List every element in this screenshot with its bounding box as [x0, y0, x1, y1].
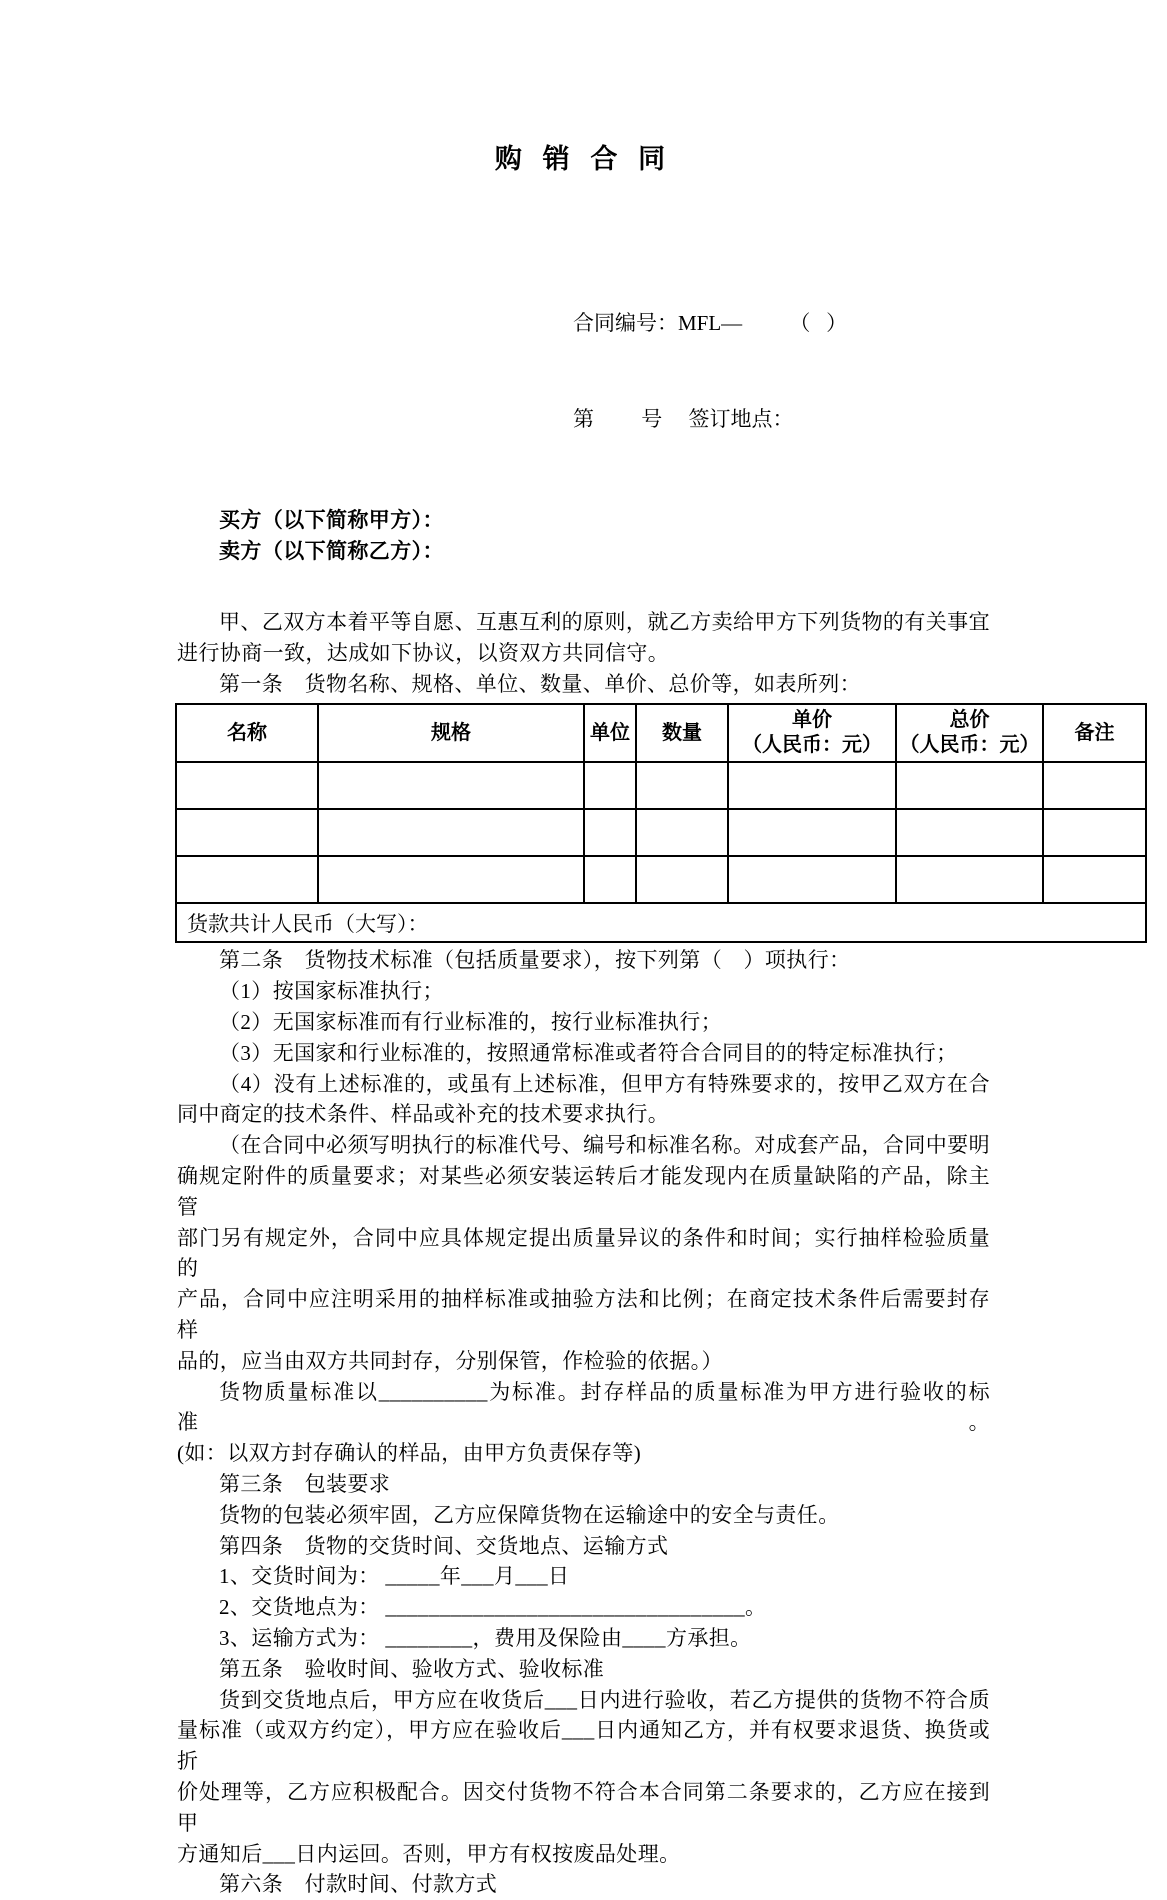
- empty-cell: [896, 856, 1043, 903]
- sign-place-line: 第 号 签订地点：: [573, 407, 794, 431]
- delivery-time-line: 1、交货时间为： _____年___月___日: [219, 1564, 570, 1589]
- clause3-heading: 第三条 包装要求: [219, 1471, 391, 1496]
- total-amount-label: 货款共计人民币（大写）：: [176, 903, 1146, 942]
- clause5-text-line-3: 价处理等，乙方应积极配合。因交付货物不符合本合同第二条要求的，乙方应在接到甲: [177, 1779, 990, 1835]
- goods-table-wrap: [175, 703, 1145, 943]
- empty-cell: [896, 809, 1043, 856]
- col-header-name: 名称: [176, 704, 318, 762]
- goods-table-header-row: [176, 704, 1146, 762]
- clause5-text-line-2: 量标准（或双方约定），甲方应在验收后___日内通知乙方，并有权要求退货、换货或折: [177, 1718, 990, 1774]
- col-header-unit-price: 单价 （人民币：元）: [728, 704, 896, 762]
- clause2-item-3: （3）无国家和行业标准的，按照通常标准或者符合合同目的的特定标准执行；: [219, 1040, 958, 1065]
- goods-table-empty-row: [176, 809, 1146, 856]
- clause2-note-line-3: 部门另有规定外，合同中应具体规定提出质量异议的条件和时间；实行抽样检验质量的: [177, 1225, 990, 1281]
- contract-title: 购 销 合 同: [494, 144, 673, 174]
- empty-cell: [318, 809, 584, 856]
- empty-cell: [728, 762, 896, 809]
- clause2-note-line-2: 确规定附件的质量要求；对某些必须安装运转后才能发现内在质量缺陷的产品，除主管: [177, 1163, 990, 1219]
- empty-cell: [636, 856, 728, 903]
- empty-cell: [636, 809, 728, 856]
- clause2-item-2: （2）无国家标准而有行业标准的，按行业标准执行；: [219, 1009, 723, 1034]
- empty-cell: [176, 762, 318, 809]
- col-header-remarks: 备注: [1043, 704, 1146, 762]
- clause5-heading: 第五条 验收时间、验收方式、验收标准: [219, 1656, 605, 1681]
- empty-cell: [584, 762, 636, 809]
- col-header-unit: 单位: [584, 704, 636, 762]
- empty-cell: [176, 809, 318, 856]
- clause5-text-line-1: 货到交货地点后，甲方应在收货后___日内进行验收，若乙方提供的货物不符合质: [219, 1687, 990, 1712]
- goods-table-total-row: [176, 903, 1146, 942]
- empty-cell: [176, 856, 318, 903]
- empty-cell: [728, 809, 896, 856]
- quality-standard-example-line: (如：以双方封存确认的样品，由甲方负责保存等): [177, 1441, 642, 1466]
- empty-cell: [636, 762, 728, 809]
- empty-cell: [1043, 762, 1146, 809]
- transport-mode-line: 3、运输方式为： ________，费用及保险由____方承担。: [219, 1625, 752, 1650]
- clause2-note-line-5: 品的，应当由双方共同封存，分别保管，作检验的依据。）: [177, 1348, 723, 1373]
- empty-cell: [318, 856, 584, 903]
- clause3-text: 货物的包装必须牢固，乙方应保障货物在运输途中的安全与责任。: [219, 1502, 840, 1527]
- empty-cell: [584, 809, 636, 856]
- intro-line-2: 进行协商一致，达成如下协议，以资双方共同信守。: [177, 640, 670, 665]
- clause5-text-line-4: 方通知后___日内运回。否则，甲方有权按废品处理。: [177, 1841, 681, 1866]
- empty-cell: [584, 856, 636, 903]
- empty-cell: [1043, 809, 1146, 856]
- clause1-heading: 第一条 货物名称、规格、单位、数量、单价、总价等，如表所列：: [219, 671, 861, 696]
- empty-cell: [318, 762, 584, 809]
- col-header-spec: 规格: [318, 704, 584, 762]
- intro-line-1: 甲、乙双方本着平等自愿、互惠互利的原则，就乙方卖给甲方下列货物的有关事宜: [219, 610, 990, 634]
- goods-table-empty-row: [176, 762, 1146, 809]
- empty-cell: [1043, 856, 1146, 903]
- clause4-heading: 第四条 货物的交货时间、交货地点、运输方式: [219, 1533, 669, 1558]
- contract-number-line: 合同编号：MFL— （ ）: [573, 311, 848, 335]
- col-header-quantity: 数量: [636, 704, 728, 762]
- buyer-line: 买方（以下简称甲方）：: [219, 508, 444, 532]
- goods-table-empty-row: [176, 856, 1146, 903]
- quality-standard-blank-line: 货物质量标准以__________为标准。封存样品的质量标准为甲方进行验收的标准。: [177, 1379, 990, 1435]
- clause2-item-4-line-1: （4）没有上述标准的，或虽有上述标准，但甲方有特殊要求的，按甲乙双方在合: [219, 1071, 990, 1096]
- goods-table: [175, 703, 1147, 943]
- contract-body-lower: [177, 945, 990, 1900]
- intro-paragraph: [177, 607, 990, 669]
- clause2-heading: 第二条 货物技术标准（包括质量要求），按下列第（ ）项执行：: [219, 948, 851, 973]
- clause6-heading: 第六条 付款时间、付款方式: [219, 1872, 498, 1897]
- contract-meta-block: [573, 243, 1167, 499]
- clause2-note-line-1: （在合同中必须写明执行的标准代号、编号和标准名称。对成套产品，合同中要明: [219, 1133, 990, 1158]
- parties-block: [177, 505, 990, 567]
- clause2-item-4-line-2: 同中商定的技术条件、样品或补充的技术要求执行。: [177, 1102, 670, 1127]
- clause2-item-1: （1）按国家标准执行；: [219, 979, 444, 1004]
- empty-cell: [728, 856, 896, 903]
- seller-line: 卖方（以下简称乙方）：: [219, 539, 444, 563]
- delivery-place-line: 2、交货地点为： _________________________________。: [219, 1595, 767, 1620]
- empty-cell: [896, 762, 1043, 809]
- contract-body-upper: [177, 505, 990, 699]
- col-header-total-price: 总价 （人民币：元）: [896, 704, 1043, 762]
- clause2-note-line-4: 产品，合同中应注明采用的抽样标准或抽验方法和比例；在商定技术条件后需要封存样: [177, 1287, 990, 1342]
